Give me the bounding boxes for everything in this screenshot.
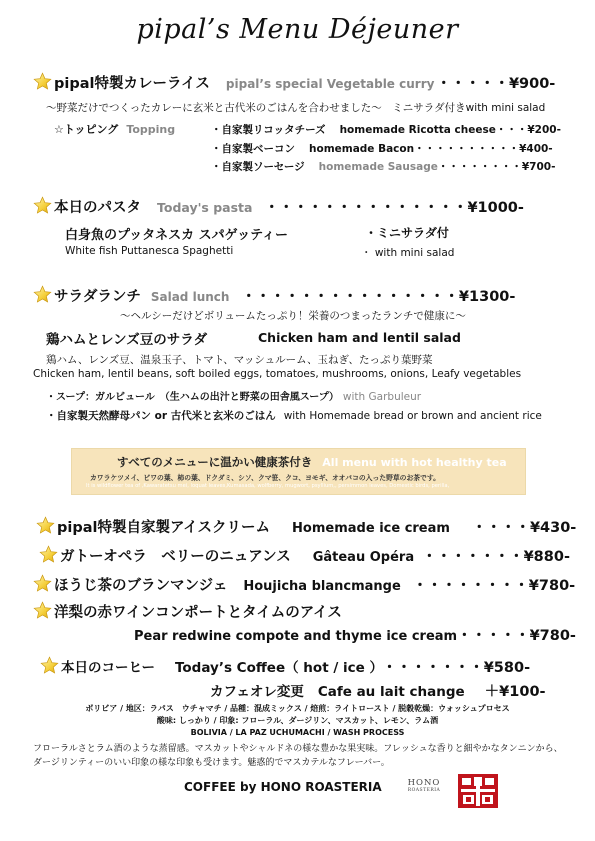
pasta-side-jp: ・ミニサラダ付 [365,226,449,240]
salad-row [33,285,515,306]
salad-name-jp: サラダランチ [54,289,141,305]
dessert-name-jp: ガトーオペラ ベリーのニュアンス [60,549,291,565]
coffee-name-jp: 本日のコーヒー [61,660,155,676]
coffee-name-en: Today’s Coffee（ hot / ice ） [174,660,377,676]
tea-title-en: All menu with hot healthy tea [322,456,507,469]
star-icon [36,516,55,535]
salad-soup-en: with Garbuleur [342,391,422,403]
topping-price: ・・・・・・・・¥700- [437,161,556,173]
curry-row [33,72,555,93]
coffee-details [0,703,595,739]
coffee-detail-line: 酸味: しっかり / 印象: フローラル、ダージリン、マスカット、レモン、ラム酒 [156,716,439,725]
salad-dish-en: Chicken ham and lentil salad [258,330,461,345]
hono-logo-icon [458,774,498,808]
dessert-row [36,516,576,537]
dessert-row [33,601,342,622]
coffee-note [33,743,563,770]
curry-description: ～野菜だけでつくったカレーに玄米と古代米のごはんを合わせました～ ミニサラダ付きwith mini salad [46,102,546,114]
dessert-sub-row [134,624,576,645]
coffee-detail-line: BOLIVIA / LA PAZ UCHUMACHI / WASH PROCESS [190,728,405,737]
topping-name-jp: ・自家製ソーセージ [211,161,305,173]
topping-price: ・・・¥200- [495,124,561,136]
coffee-price: ・・・・・・・¥580- [382,660,531,676]
tea-title [117,454,507,470]
page-title: pipal’s Menu Déjeuner [136,14,459,45]
cafe-au-lait-price: ＋¥100- [484,684,546,700]
dessert-price: ・・・・・¥780- [457,628,576,644]
topping-name-en: homemade Sausage [318,161,438,173]
roaster-name: COFFEE by HONO ROASTERIA [184,780,382,794]
coffee-row [40,656,530,677]
cafe-au-lait-en: Cafe au lait change [317,684,465,700]
star-icon [40,656,59,675]
star-icon [33,72,52,91]
curry-price: ・・・・・¥900- [436,76,556,92]
tea-box [71,448,526,495]
dessert-row [33,574,575,595]
star-icon [33,601,52,620]
pasta-dish-jp: 白身魚のプッタネスカ スパゲッティー [65,228,289,243]
cafe-au-lait-row [210,680,546,701]
star-icon [33,285,52,304]
star-icon [33,196,52,215]
topping-price: ・・・・・・・・・・¥400- [414,142,553,155]
curry-name-jp: pipal特製カレーライス [54,76,210,92]
salad-bread-jp: ・自家製天然酵母パン or 古代米と玄米のごはん [46,410,276,422]
hono-wordmark-top: HONO [407,778,441,788]
tea-ingredients-jp: カワラケツメイ、ビワの葉、柿の葉、ドクダミ、シソ、クマ笹、クコ、ヨモギ、オオバコの入った野草のお茶です。 [90,474,440,482]
dessert-row [39,545,570,566]
dessert-price: ・・・・・・・・¥780- [412,578,576,594]
dessert-name-en: Gâteau Opéra [312,550,415,565]
dessert-name-jp: pipal特製自家製アイスクリーム [57,520,271,536]
salad-name-en: Salad lunch [150,290,230,304]
salad-ingredients-jp: 鶏ハム、レンズ豆、温泉玉子、トマト、マッシュルーム、玉ねぎ、たっぷり葉野菜 [46,354,433,366]
salad-price: ・・・・・・・・・・・・・・・¥1300- [241,289,516,305]
dessert-name-jp: ほうじ茶のブランマンジェ [54,578,228,594]
topping-item [211,140,561,159]
dessert-name-en: Pear redwine compote and thyme ice cream [134,629,458,644]
curry-name-en: pipal’s special Vegetable curry [225,77,435,91]
pasta-side-en: ・ with mini salad [361,247,455,259]
hono-wordmark-bottom: ROASTERIA [407,788,441,793]
salad-tagline: ～ヘルシーだけどボリュームたっぷり！栄養のつまったランチで健康に～ [120,310,466,322]
topping-item [211,158,561,177]
tea-title-jp: すべてのメニューに温かい健康茶付き [117,455,313,469]
coffee-note-line: ダージリンティーのいい印象の様な印象も受けます。魅惑的でマスカテルなフレーバー。 [33,757,390,768]
salad-soup-jp: ・スープ：ガルビュール （生ハムの出汁と野菜の田舎風スープ） [46,392,339,403]
salad-ingredients-en: Chicken ham, lentil beans, soft boiled eggs, tomatoes, mushrooms, onions, Leafy vegetables [33,368,522,380]
star-icon [33,574,52,593]
pasta-name-jp: 本日のパスタ [54,200,141,216]
pasta-row [33,196,524,217]
topping-item [211,121,561,140]
topping-label [54,121,175,137]
star-icon [39,545,58,564]
coffee-detail-line: ボリビア / 地区：ラパス ウチャマチ / 品種：混成ミックス / 焙煎：ライトロースト / 脱穀乾燥：ウォッシュプロセス [85,704,510,713]
tea-ingredients-en: It is wildflower tea of ,Kawaratetsu mei, loquat leaves,Kumasada, wolfberry, mugwort, psyllium,, persimmon leaves, Domestic birds, perilla, [86,483,450,489]
salad-dish-jp: 鶏ハムとレンズ豆のサラダ [46,332,208,348]
topping-label-jp: ☆トッピング [54,123,119,136]
topping-list [211,121,561,177]
salad-bread [46,404,542,423]
topping-name-jp: ・自家製ベーコン [211,142,295,155]
dessert-name-en: Homemade ice cream [292,521,450,536]
dessert-price: ・・・・・・・¥880- [422,549,570,565]
dessert-name-jp: 洋梨の赤ワインコンポートとタイムのアイス [54,605,342,621]
hono-wordmark [404,778,444,793]
salad-soup [46,385,421,404]
pasta-dish-en: White fish Puttanesca Spaghetti [65,245,234,257]
pasta-name-en: Today's pasta [157,200,253,215]
dessert-price: ・・・・¥430- [471,520,577,536]
dessert-name-en: Houjicha blancmange [243,579,401,594]
topping-name-en: homemade Bacon [309,142,415,155]
cafe-au-lait-jp: カフェオレ変更 [210,684,304,700]
coffee-note-line: フローラルさとラム酒のような蒸留感。マスカットやシャルドネの様な豊かな果実味。フレッシュな香りと細やかなタンニンから、 [33,744,563,754]
topping-label-en: Topping [126,123,176,136]
topping-name-en: homemade Ricotta cheese [339,124,496,136]
pasta-price: ・・・・・・・・・・・・・・¥1000- [264,200,524,216]
topping-name-jp: ・自家製リコッタチーズ [211,124,326,136]
salad-bread-en: with Homemade bread or brown and ancient rice [283,410,542,422]
